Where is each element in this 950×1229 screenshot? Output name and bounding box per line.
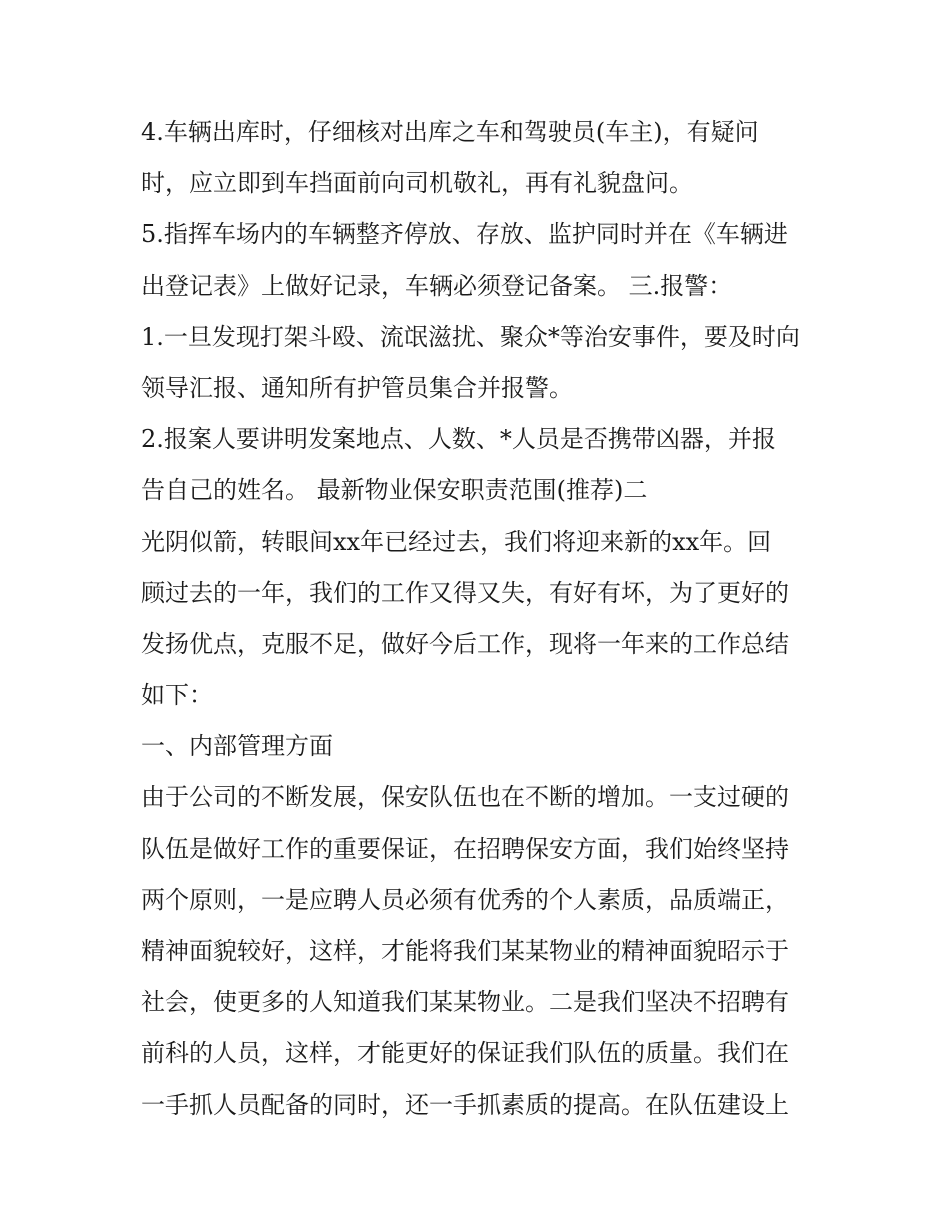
document-body [141,107,821,1131]
text-line: 精神面貌较好，这样，才能将我们某某物业的精神面貌昭示于 [141,937,789,965]
text-line: 告自己的姓名。 最新物业保安职责范围(推荐)二 [141,476,648,505]
text-line: 如下： [141,681,213,710]
text-line: 发扬优点，克服不足，做好今后工作，现将一年来的工作总结 [141,629,789,658]
text-line: 社会，使更多的人知道我们某某物业。二是我们坚决不招聘有 [141,988,789,1017]
text-line: 光阴似箭，转眼间xx年已经过去，我们将迎来新的xx年。回 [141,527,772,556]
text-line: 由于公司的不断发展，保安队伍也在不断的增加。一支过硬的 [141,783,789,812]
text-line: 两个原则，一是应聘人员必须有优秀的个人素质，品质端正， [141,885,789,914]
text-line: 1.一旦发现打架斗殴、流氓滋扰、聚众*等治安事件，要及时向 [141,322,800,351]
text-line: 时，应立即到车挡面前向司机敬礼，再有礼貌盘问。 [141,169,693,198]
text-line: 队伍是做好工作的重要保证，在招聘保安方面，我们始终坚持 [141,834,789,863]
section-heading: 一、内部管理方面 [141,732,333,761]
text-line: 4.车辆出库时，仔细核对出库之车和驾驶员(车主)，有疑问 [141,118,759,146]
text-line: 5.指挥车场内的车辆整齐停放、存放、监护同时并在《车辆进 [141,220,788,249]
text-line: 领导汇报、通知所有护管员集合并报警。 [141,373,573,402]
text-line: 出登记表》上做好记录，车辆必须登记备案。 三.报警： [141,271,733,300]
text-line: 顾过去的一年，我们的工作又得又失，有好有坏，为了更好的 [141,578,789,607]
text-line: 2.报案人要讲明发案地点、人数、*人员是否携带凶器，并报 [141,425,776,454]
text-line: 前科的人员，这样，才能更好的保证我们队伍的质量。我们在 [141,1039,789,1068]
text-line: 一手抓人员配备的同时，还一手抓素质的提高。在队伍建设上 [141,1090,789,1119]
